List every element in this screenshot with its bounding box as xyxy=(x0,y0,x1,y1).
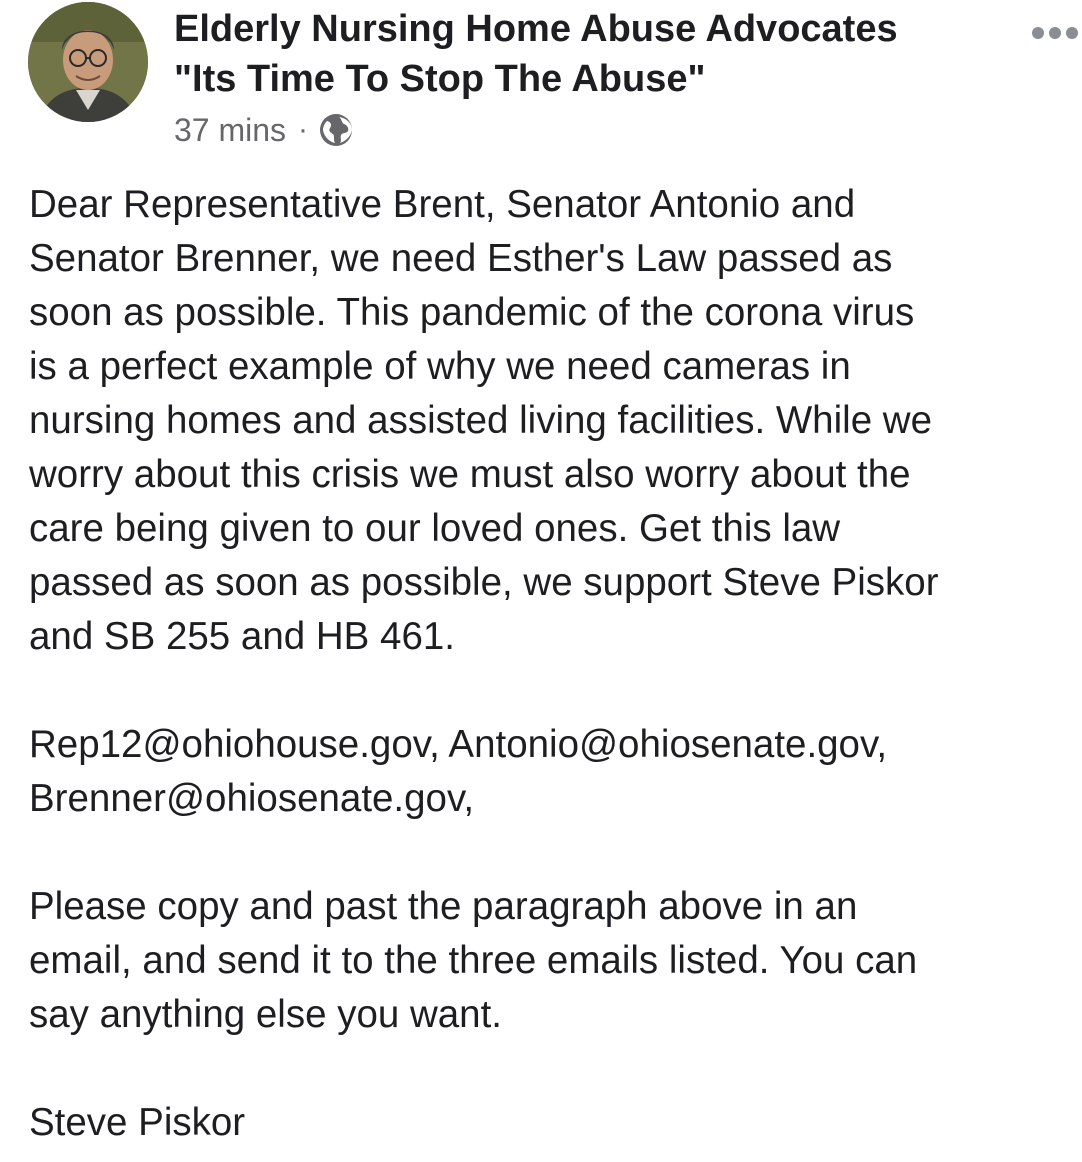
post-text-line: soon as possible. This pandemic of the corona virus xyxy=(29,291,915,334)
post-body xyxy=(29,178,1074,1150)
post-text-line: Dear Representative Brent, Senator Antonio and xyxy=(29,183,856,226)
post-text-line: is a perfect example of why we need cameras in xyxy=(29,345,851,388)
post-text-line: Senator Brenner, we need Esther's Law passed as xyxy=(29,237,893,280)
email-list-line[interactable]: Brenner@ohiosenate.gov, xyxy=(29,777,475,820)
page-name-line: Elderly Nursing Home Abuse Advocates xyxy=(174,8,898,50)
post-text-line: Please copy and past the paragraph above in an xyxy=(29,885,858,928)
post-paragraph-instructions xyxy=(29,880,1074,1042)
paragraph-spacer xyxy=(29,826,1074,880)
globe-icon[interactable] xyxy=(318,112,354,148)
post-text-line: and SB 255 and HB 461. xyxy=(29,615,455,658)
post-timestamp[interactable]: 37 mins xyxy=(174,111,287,148)
signature-text: Steve Piskor xyxy=(29,1101,246,1144)
post-text-line: nursing homes and assisted living facilities. While we xyxy=(29,399,933,442)
post-text-line: say anything else you want. xyxy=(29,993,502,1036)
page-name[interactable] xyxy=(174,4,1014,104)
avatar[interactable] xyxy=(28,2,148,122)
post-text-line: passed as soon as possible, we support Steve Piskor xyxy=(29,561,939,604)
post-text-line: worry about this crisis we must also worry about the xyxy=(29,453,911,496)
post-text-line: care being given to our loved ones. Get this law xyxy=(29,507,841,550)
paragraph-spacer xyxy=(29,1042,1074,1096)
post-paragraph-message xyxy=(29,178,1074,664)
post-meta xyxy=(174,108,354,152)
post-text-line: email, and send it to the three emails listed. You can xyxy=(29,939,918,982)
email-list-line[interactable]: Rep12@ohiohouse.gov, Antonio@ohiosenate.gov, xyxy=(29,723,888,766)
more-options-button[interactable] xyxy=(1028,22,1082,44)
paragraph-spacer xyxy=(29,664,1074,718)
post-paragraph-emails xyxy=(29,718,1074,826)
meta-separator: · xyxy=(298,113,309,146)
post-header xyxy=(0,0,1082,160)
page-name-line: "Its Time To Stop The Abuse" xyxy=(174,58,706,100)
more-options-icon xyxy=(1028,22,1082,44)
profile-photo-icon xyxy=(28,2,148,122)
post-signature xyxy=(29,1096,1074,1150)
